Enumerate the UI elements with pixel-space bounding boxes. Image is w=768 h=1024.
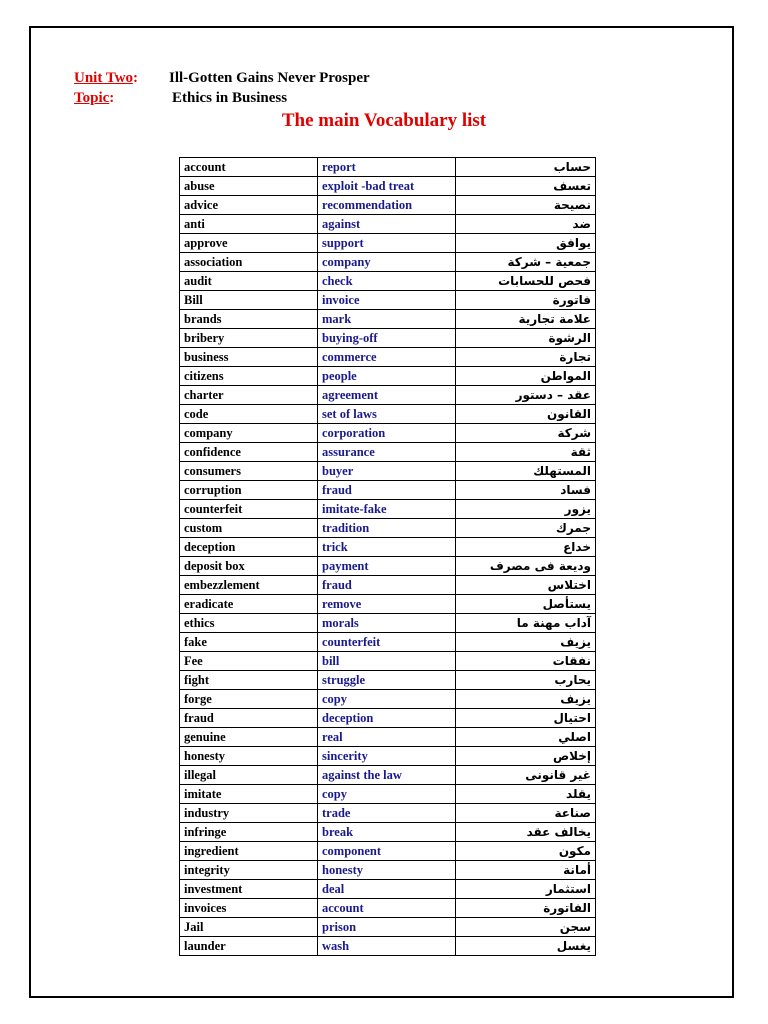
arabic-translation-cell: خداع <box>456 538 596 557</box>
arabic-translation-cell: المواطن <box>456 367 596 386</box>
arabic-translation-cell: نصيحة <box>456 196 596 215</box>
unit-title: Ill-Gotten Gains Never Prosper <box>169 70 370 86</box>
topic-line <box>74 90 288 107</box>
synonym-cell: counterfeit <box>318 633 456 652</box>
table-row <box>180 367 596 386</box>
english-word-cell: confidence <box>180 443 318 462</box>
table-row <box>180 728 596 747</box>
table-row <box>180 747 596 766</box>
unit-label: Unit Two <box>74 70 134 86</box>
table-row <box>180 785 596 804</box>
english-word-cell: code <box>180 405 318 424</box>
arabic-translation-cell: فساد <box>456 481 596 500</box>
arabic-translation-cell: احتيال <box>456 709 596 728</box>
english-word-cell: counterfeit <box>180 500 318 519</box>
synonym-cell: prison <box>318 918 456 937</box>
table-row <box>180 215 596 234</box>
synonym-cell: against the law <box>318 766 456 785</box>
table-row <box>180 348 596 367</box>
english-word-cell: consumers <box>180 462 318 481</box>
arabic-translation-cell: يوافق <box>456 234 596 253</box>
synonym-cell: sincerity <box>318 747 456 766</box>
synonym-cell: deception <box>318 709 456 728</box>
synonym-cell: buyer <box>318 462 456 481</box>
arabic-translation-cell: يزيف <box>456 633 596 652</box>
english-word-cell: advice <box>180 196 318 215</box>
arabic-translation-cell: القانون <box>456 405 596 424</box>
synonym-cell: bill <box>318 652 456 671</box>
arabic-translation-cell: تعسف <box>456 177 596 196</box>
arabic-translation-cell: يحارب <box>456 671 596 690</box>
synonym-cell: assurance <box>318 443 456 462</box>
synonym-cell: corporation <box>318 424 456 443</box>
synonym-cell: real <box>318 728 456 747</box>
english-word-cell: forge <box>180 690 318 709</box>
table-row <box>180 158 596 177</box>
synonym-cell: deal <box>318 880 456 899</box>
table-row <box>180 614 596 633</box>
table-row <box>180 937 596 956</box>
english-word-cell: brands <box>180 310 318 329</box>
topic-colon: : <box>109 90 115 106</box>
arabic-translation-cell: يزور <box>456 500 596 519</box>
synonym-cell: set of laws <box>318 405 456 424</box>
table-row <box>180 443 596 462</box>
topic-title: Ethics in Business <box>172 90 288 106</box>
table-row <box>180 899 596 918</box>
english-word-cell: embezzlement <box>180 576 318 595</box>
table-row <box>180 177 596 196</box>
vocabulary-table <box>179 157 596 956</box>
english-word-cell: fraud <box>180 709 318 728</box>
english-word-cell: approve <box>180 234 318 253</box>
synonym-cell: trick <box>318 538 456 557</box>
english-word-cell: citizens <box>180 367 318 386</box>
table-row <box>180 918 596 937</box>
synonym-cell: payment <box>318 557 456 576</box>
arabic-translation-cell: شركة <box>456 424 596 443</box>
table-row <box>180 557 596 576</box>
synonym-cell: company <box>318 253 456 272</box>
synonym-cell: check <box>318 272 456 291</box>
table-row <box>180 766 596 785</box>
english-word-cell: ingredient <box>180 842 318 861</box>
table-row <box>180 519 596 538</box>
synonym-cell: fraud <box>318 481 456 500</box>
english-word-cell: ethics <box>180 614 318 633</box>
english-word-cell: invoices <box>180 899 318 918</box>
table-row <box>180 272 596 291</box>
english-word-cell: fake <box>180 633 318 652</box>
table-row <box>180 196 596 215</box>
arabic-translation-cell: يخالف عقد <box>456 823 596 842</box>
arabic-translation-cell: مكون <box>456 842 596 861</box>
english-word-cell: account <box>180 158 318 177</box>
synonym-cell: commerce <box>318 348 456 367</box>
table-row <box>180 538 596 557</box>
english-word-cell: deception <box>180 538 318 557</box>
synonym-cell: copy <box>318 785 456 804</box>
table-row <box>180 842 596 861</box>
arabic-translation-cell: عقد – دستور <box>456 386 596 405</box>
english-word-cell: custom <box>180 519 318 538</box>
unit-line <box>74 70 370 87</box>
synonym-cell: wash <box>318 937 456 956</box>
table-row <box>180 329 596 348</box>
arabic-translation-cell: الفاتورة <box>456 899 596 918</box>
table-row <box>180 405 596 424</box>
table-row <box>180 500 596 519</box>
english-word-cell: fight <box>180 671 318 690</box>
arabic-translation-cell: ضد <box>456 215 596 234</box>
table-row <box>180 690 596 709</box>
arabic-translation-cell: الرشوة <box>456 329 596 348</box>
table-row <box>180 310 596 329</box>
synonym-cell: account <box>318 899 456 918</box>
synonym-cell: trade <box>318 804 456 823</box>
synonym-cell: people <box>318 367 456 386</box>
table-row <box>180 481 596 500</box>
synonym-cell: morals <box>318 614 456 633</box>
english-word-cell: business <box>180 348 318 367</box>
table-row <box>180 291 596 310</box>
table-row <box>180 462 596 481</box>
table-row <box>180 424 596 443</box>
arabic-translation-cell: نفقات <box>456 652 596 671</box>
synonym-cell: component <box>318 842 456 861</box>
english-word-cell: Fee <box>180 652 318 671</box>
synonym-cell: exploit -bad treat <box>318 177 456 196</box>
arabic-translation-cell: يزيف <box>456 690 596 709</box>
english-word-cell: integrity <box>180 861 318 880</box>
arabic-translation-cell: ثقة <box>456 443 596 462</box>
synonym-cell: mark <box>318 310 456 329</box>
arabic-translation-cell: المستهلك <box>456 462 596 481</box>
english-word-cell: association <box>180 253 318 272</box>
table-row <box>180 386 596 405</box>
arabic-translation-cell: حساب <box>456 158 596 177</box>
synonym-cell: copy <box>318 690 456 709</box>
english-word-cell: abuse <box>180 177 318 196</box>
table-row <box>180 234 596 253</box>
vocabulary-table-body <box>180 158 596 956</box>
synonym-cell: struggle <box>318 671 456 690</box>
arabic-translation-cell: علامة تجارية <box>456 310 596 329</box>
synonym-cell: invoice <box>318 291 456 310</box>
english-word-cell: eradicate <box>180 595 318 614</box>
table-row <box>180 823 596 842</box>
arabic-translation-cell: غير قانونى <box>456 766 596 785</box>
arabic-translation-cell: سجن <box>456 918 596 937</box>
synonym-cell: recommendation <box>318 196 456 215</box>
english-word-cell: genuine <box>180 728 318 747</box>
english-word-cell: imitate <box>180 785 318 804</box>
table-row <box>180 861 596 880</box>
synonym-cell: agreement <box>318 386 456 405</box>
synonym-cell: tradition <box>318 519 456 538</box>
table-row <box>180 709 596 728</box>
table-row <box>180 880 596 899</box>
synonym-cell: honesty <box>318 861 456 880</box>
english-word-cell: honesty <box>180 747 318 766</box>
english-word-cell: company <box>180 424 318 443</box>
table-row <box>180 652 596 671</box>
arabic-translation-cell: تجارة <box>456 348 596 367</box>
arabic-translation-cell: جمرك <box>456 519 596 538</box>
arabic-translation-cell: يغسل <box>456 937 596 956</box>
arabic-translation-cell: فاتورة <box>456 291 596 310</box>
table-row <box>180 576 596 595</box>
page-title: The main Vocabulary list <box>281 110 487 131</box>
english-word-cell: illegal <box>180 766 318 785</box>
synonym-cell: fraud <box>318 576 456 595</box>
arabic-translation-cell: فحص للحسابات <box>456 272 596 291</box>
english-word-cell: charter <box>180 386 318 405</box>
english-word-cell: bribery <box>180 329 318 348</box>
table-row <box>180 595 596 614</box>
english-word-cell: Bill <box>180 291 318 310</box>
arabic-translation-cell: يقلد <box>456 785 596 804</box>
english-word-cell: anti <box>180 215 318 234</box>
synonym-cell: against <box>318 215 456 234</box>
arabic-translation-cell: اختلاس <box>456 576 596 595</box>
english-word-cell: industry <box>180 804 318 823</box>
english-word-cell: infringe <box>180 823 318 842</box>
table-row <box>180 253 596 272</box>
arabic-translation-cell: أمانة <box>456 861 596 880</box>
english-word-cell: investment <box>180 880 318 899</box>
table-row <box>180 671 596 690</box>
synonym-cell: buying-off <box>318 329 456 348</box>
unit-colon: : <box>133 70 139 86</box>
english-word-cell: corruption <box>180 481 318 500</box>
arabic-translation-cell: يستأصل <box>456 595 596 614</box>
synonym-cell: imitate-fake <box>318 500 456 519</box>
topic-label: Topic <box>74 90 110 106</box>
arabic-translation-cell: استثمار <box>456 880 596 899</box>
synonym-cell: break <box>318 823 456 842</box>
arabic-translation-cell: إخلاص <box>456 747 596 766</box>
english-word-cell: Jail <box>180 918 318 937</box>
arabic-translation-cell: جمعية – شركة <box>456 253 596 272</box>
english-word-cell: audit <box>180 272 318 291</box>
english-word-cell: launder <box>180 937 318 956</box>
arabic-translation-cell: آداب مهنة ما <box>456 614 596 633</box>
synonym-cell: remove <box>318 595 456 614</box>
arabic-translation-cell: وديعة فى مصرف <box>456 557 596 576</box>
synonym-cell: support <box>318 234 456 253</box>
arabic-translation-cell: صناعة <box>456 804 596 823</box>
english-word-cell: deposit box <box>180 557 318 576</box>
table-row <box>180 804 596 823</box>
synonym-cell: report <box>318 158 456 177</box>
arabic-translation-cell: اصلي <box>456 728 596 747</box>
table-row <box>180 633 596 652</box>
